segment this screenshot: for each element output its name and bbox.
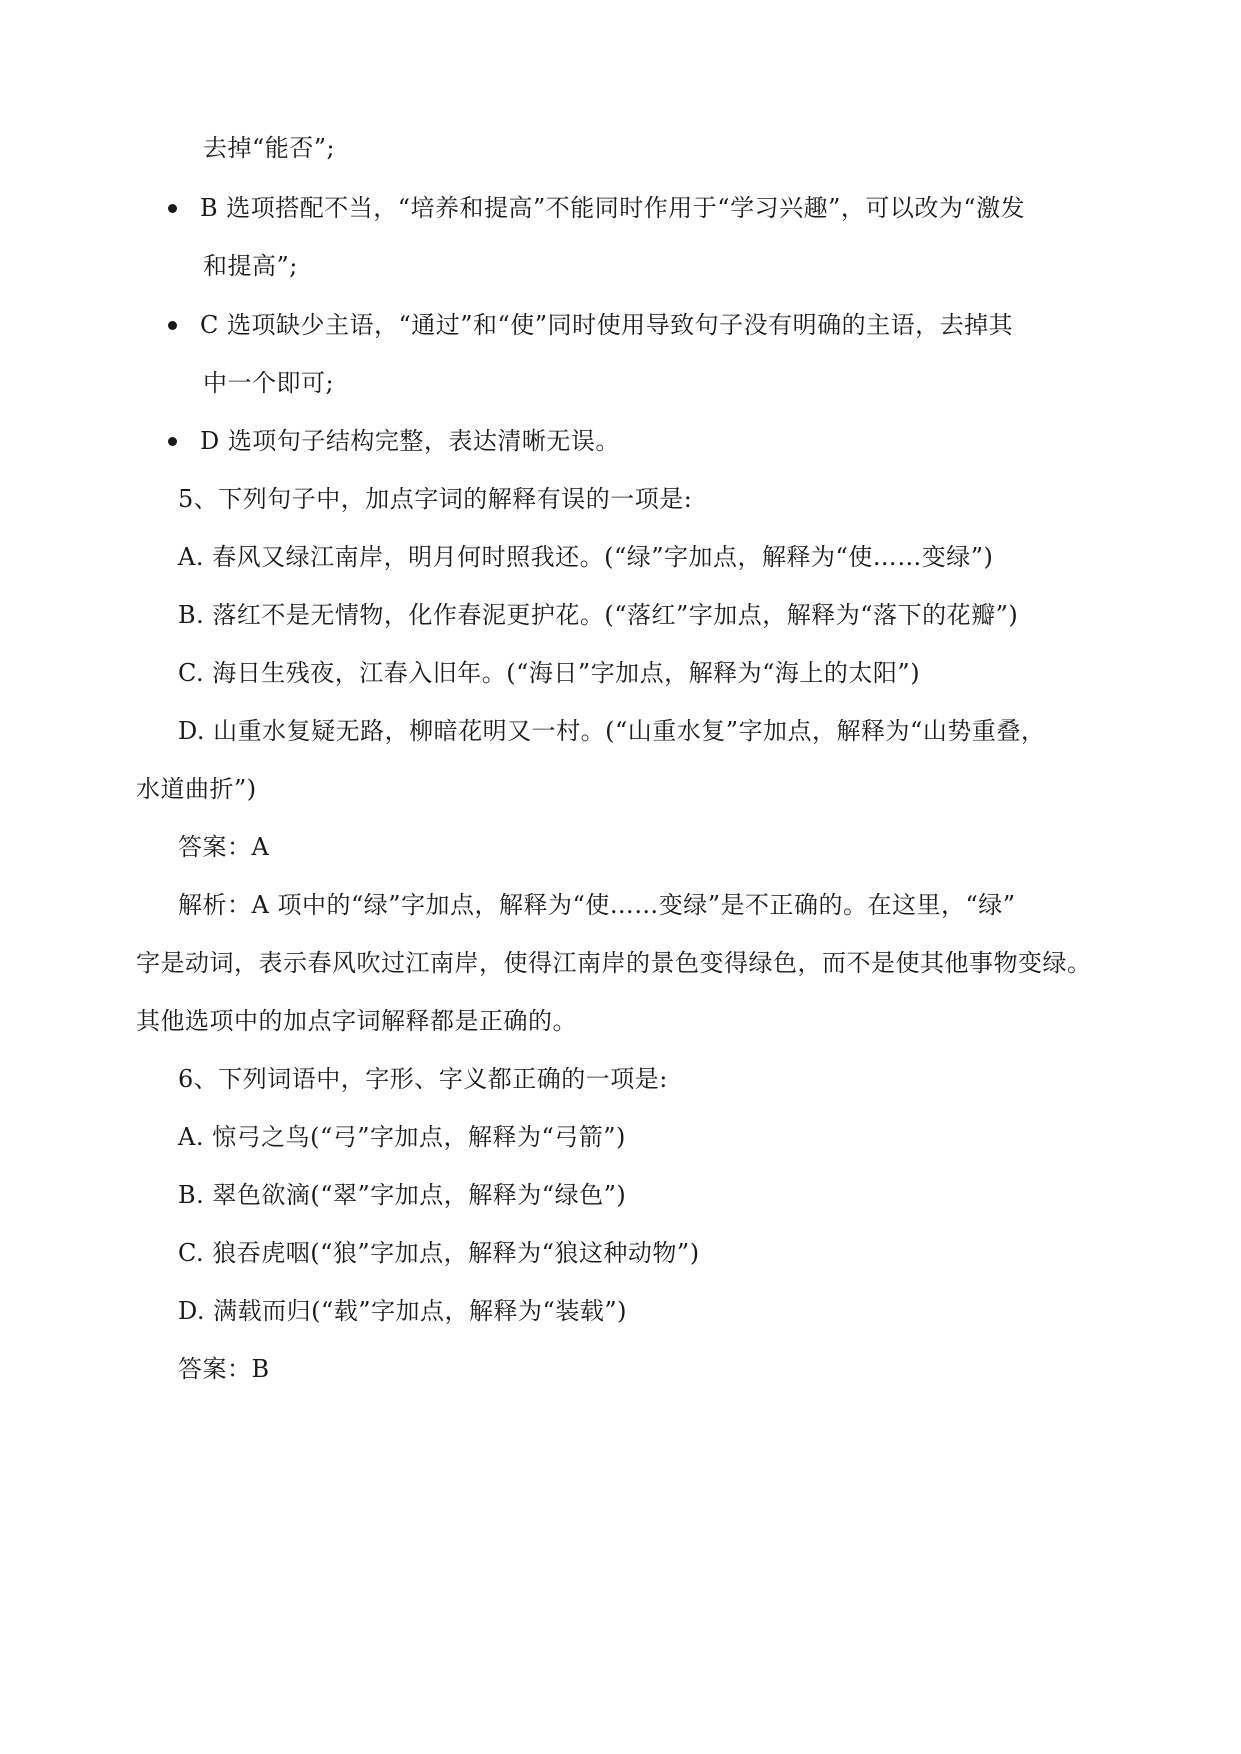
q5-option-d-line2: 水道曲折”) [136,775,257,803]
q5-analysis-line2: 字是动词，表示春风吹过江南岸，使得江南岸的景色变得绿色，而不是使其他事物变绿。 [136,949,1092,977]
bullet-c-line2: 中一个即可; [203,369,335,397]
q6-option-c: C. 狼吞虎咽(“狼”字加点，解释为“狼这种动物”) [178,1239,700,1267]
q5-option-c: C. 海日生残夜，江春入旧年。(“海日”字加点，解释为“海上的太阳”) [178,659,921,687]
q6-answer: 答案：B [178,1355,270,1383]
q5-option-b: B. 落红不是无情物，化作春泥更护花。(“落红”字加点，解释为“落下的花瓣”) [178,601,1019,629]
bullet-b-line2: 和提高”; [203,252,298,280]
bullet-dot [168,321,177,330]
bullet-b-line1: B 选项搭配不当，“培养和提高”不能同时作用于“学习兴趣”，可以改为“激发 [200,194,1026,222]
bullet-dot [168,437,177,446]
q5-option-d-line1: D. 山重水复疑无路，柳暗花明又一村。(“山重水复”字加点，解释为“山势重叠， [178,717,1046,745]
q6-option-a: A. 惊弓之鸟(“弓”字加点，解释为“弓箭”) [178,1123,626,1151]
q6-question: 6、下列词语中，字形、字义都正确的一项是: [178,1065,668,1093]
bullet-d-line1: D 选项句子结构完整，表达清晰无误。 [200,427,620,455]
q5-option-a: A. 春风又绿江南岸，明月何时照我还。(“绿”字加点，解释为“使……变绿”) [178,543,994,571]
q6-option-d: D. 满载而归(“载”字加点，解释为“装载”) [178,1297,627,1325]
bullet-dot [168,204,177,213]
bullet-c-line1: C 选项缺少主语，“通过”和“使”同时使用导致句子没有明确的主语，去掉其 [200,311,1014,339]
q5-question: 5、下列句子中，加点字词的解释有误的一项是: [178,485,693,513]
q6-option-b: B. 翠色欲滴(“翠”字加点，解释为“绿色”) [178,1181,627,1209]
bullet-a-continuation: 去掉“能否”; [203,134,336,162]
q5-analysis-line1: 解析：A 项中的“绿”字加点，解释为“使……变绿”是不正确的。在这里，“绿” [178,891,1016,919]
q5-analysis-line3: 其他选项中的加点字词解释都是正确的。 [136,1007,577,1035]
q5-answer: 答案：A [178,833,270,861]
